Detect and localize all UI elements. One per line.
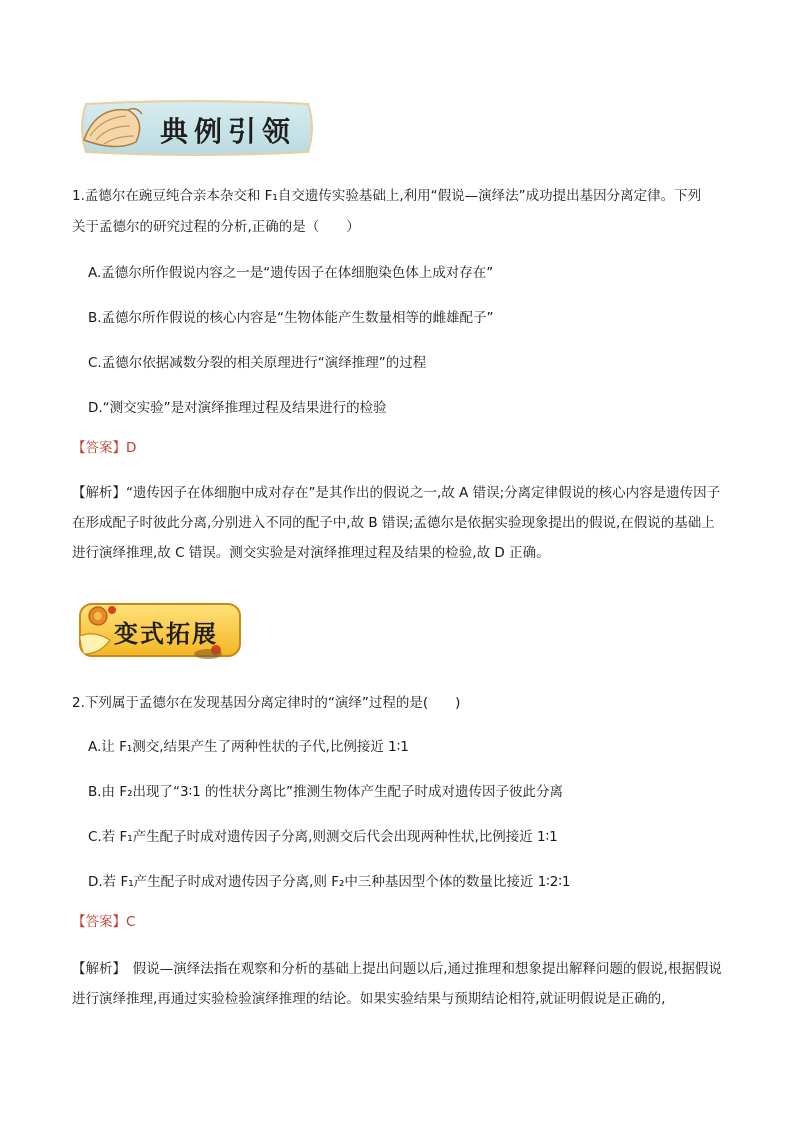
banner-variant [76,596,244,664]
q1-option-d: D.“测交实验”是对演绎推理过程及结果进行的检验 [88,400,387,416]
q1-stem-line1: 1.孟德尔在豌豆纯合亲本杂交和 F₁自交遗传实验基础上,利用“假说—演绎法”成功提出基因分离定律。下列 [72,188,702,204]
q2-option-b: B.由 F₂出现了“3∶1 的性状分离比”推测生物体产生配子时成对遗传因子彼此分离 [88,784,563,800]
q1-option-a: A.孟德尔所作假说内容之一是“遗传因子在体细胞染色体上成对存在” [88,265,494,281]
q1-stem-line2: 关于孟德尔的研究过程的分析,正确的是（ ） [72,219,360,235]
banner-title: 变式拓展 [114,619,218,648]
q2-option-c: C.若 F₁产生配子时成对遗传因子分离,则测交后代会出现两种性状,比例接近 1∶1 [88,829,558,845]
q1-option-c: C.孟德尔依据减数分裂的相关原理进行“演绎推理”的过程 [88,355,427,371]
q2-analysis [72,954,724,1014]
q1-option-b: B.孟德尔所作假说的核心内容是“生物体能产生数量相等的雌雄配子” [88,310,494,326]
q2-stem: 2.下列属于孟德尔在发现基因分离定律时的“演绎”过程的是( ) [72,695,461,711]
answer-tag: 【答案】 [72,440,126,456]
q1-analysis [72,478,724,568]
answer-value: C [126,914,136,930]
analysis-tag: 【解析】 [72,485,126,501]
q2-option-a: A.让 F₁测交,结果产生了两种性状的子代,比例接近 1∶1 [88,739,409,755]
analysis-text: 假说—演绎法指在观察和分析的基础上提出问题以后,通过推理和想象提出解释问题的假说,根据假说进行演绎推理,再通过实验检验演绎推理的结论。如果实验结果与预期结论相符,就证明假说是正确的, [72,961,722,1007]
q1-answer [72,438,136,458]
banner-example [76,96,316,160]
q2-option-d: D.若 F₁产生配子时成对遗传因子分离,则 F₂中三种基因型个体的数量比接近 1∶2∶1 [88,874,571,890]
analysis-tag: 【解析】 [72,961,120,977]
answer-value: D [126,440,137,456]
banner-title: 典例引领 [160,115,297,148]
q2-answer [72,912,135,932]
answer-tag: 【答案】 [72,914,126,930]
analysis-text: “遗传因子在体细胞中成对存在”是其作出的假说之一,故 A 错误;分离定律假说的核心内容是遗传因子在形成配子时彼此分离,分别进入不同的配子中,故 B 错误;孟德尔是依据实验现象提出的假说,在假说的基础上进行演绎推理,故 C 错误。测交实验是对演绎推理过程及结果的检验,故 D 正确。 [72,485,721,561]
